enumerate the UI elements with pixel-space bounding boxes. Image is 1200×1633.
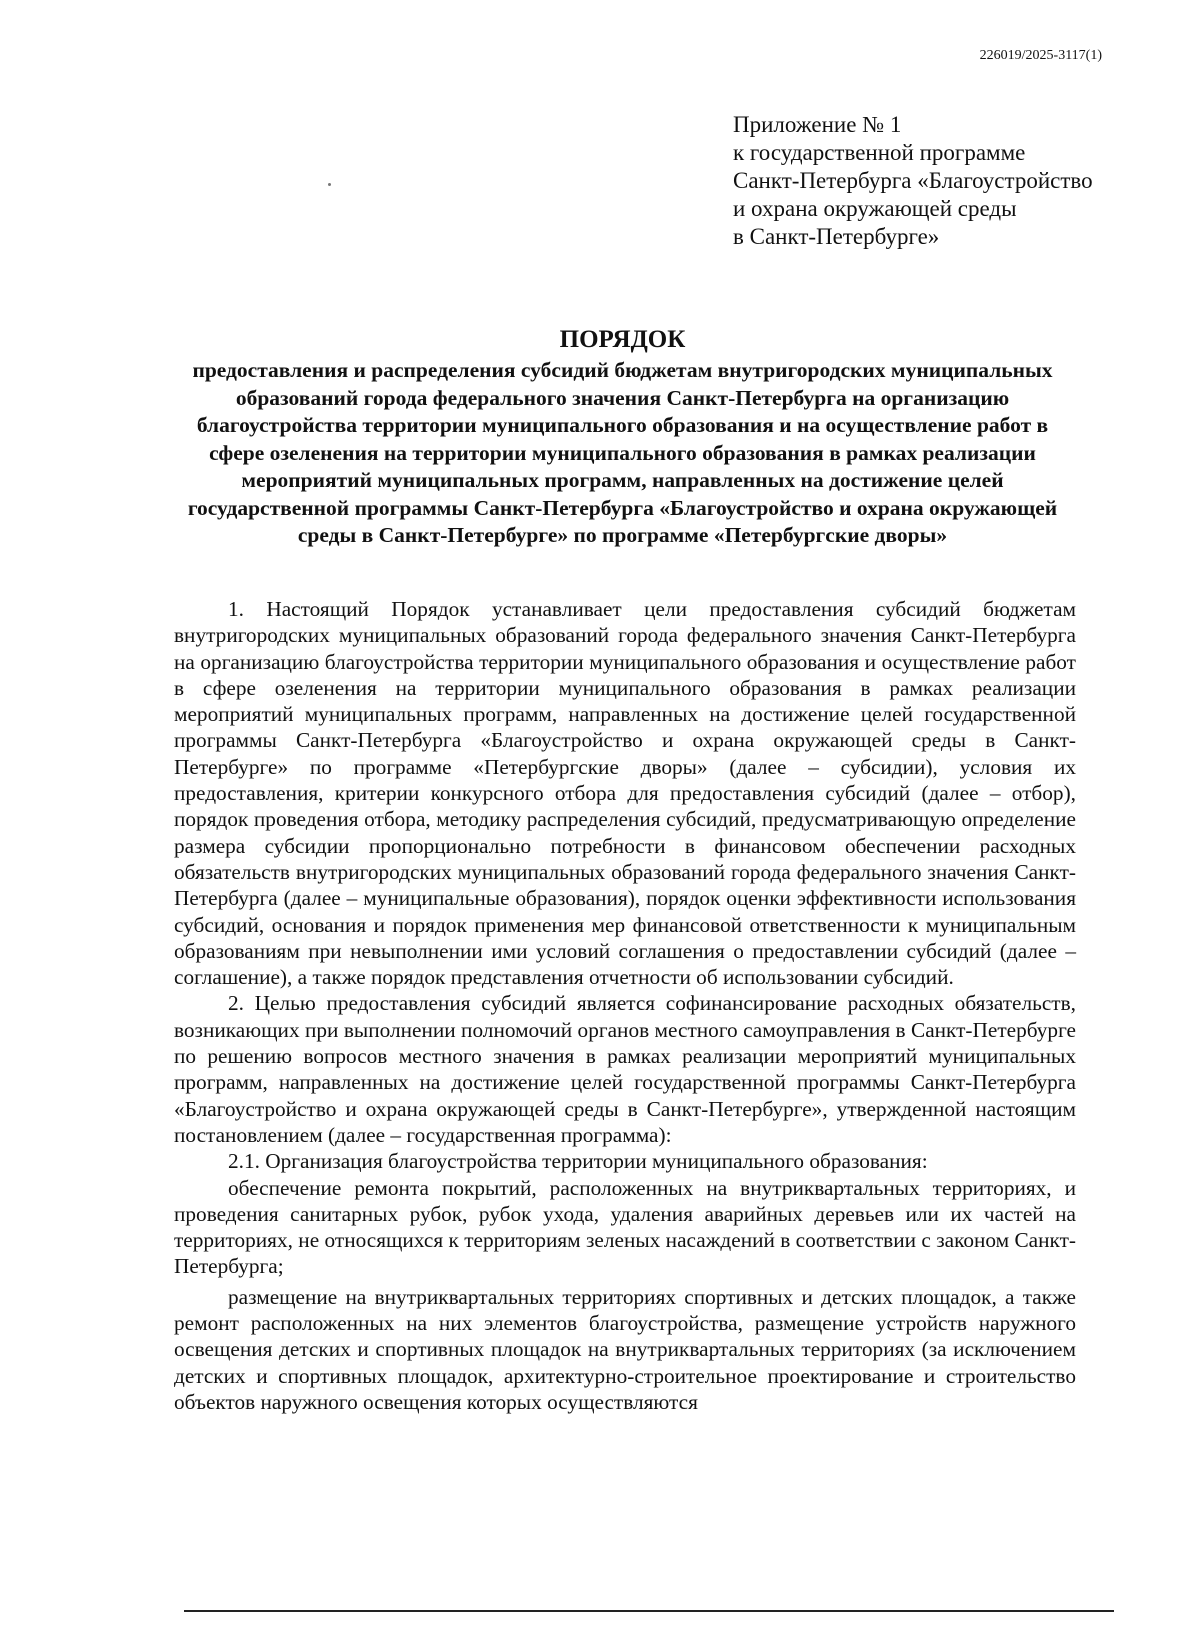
paragraph-2-1: 2.1. Организация благоустройства территории муниципального образования: — [228, 1149, 928, 1174]
appendix-line: Санкт-Петербурга «Благоустройство — [733, 168, 1093, 193]
appendix-note — [733, 111, 1093, 251]
paragraph-repair: обеспечение ремонта покрытий, расположенных на внутриквартальных территориях, и проведения санитарных рубок, рубок ухода, удаления аварийных деревьев или их частей на территориях, не относящихся к территориям зеленых насаждений в соответствии с законом Санкт-Петербурга; — [174, 1175, 1076, 1279]
scan-edge-line — [184, 1610, 1114, 1612]
appendix-line: в Санкт-Петербурге» — [733, 224, 940, 249]
document-subtitle: предоставления и распределения субсидий бюджетам внутригородских муниципальных образований города федерального значения Санкт-Петербурга на организацию благоустройства территории муниципального образования и на осуществление работ в сфере озеленения на территории муниципального образования в рамках реализации мероприятий муниципальных программ, направленных на достижение целей государственной программы Санкт-Петербурга «Благоустройство и охрана окружающей среды в Санкт-Петербурге» по программе «Петербургские дворы» — [187, 358, 1058, 547]
paragraph-2: 2. Целью предоставления субсидий является софинансирование расходных обязательств, возникающих при выполнении полномочий органов местного самоуправления в Санкт-Петербурге по решению вопросов местного значения в рамках реализации мероприятий муниципальных программ, направленных на достижение целей государственной программы Санкт-Петербурга «Благоустройство и охрана окружающей среды в Санкт-Петербурге», утвержденной настоящим постановлением (далее – государственная программа): — [174, 991, 1076, 1147]
document-heading — [170, 325, 1075, 550]
document-title: ПОРЯДОК — [559, 326, 686, 353]
paragraph-1: 1. Настоящий Порядок устанавливает цели предоставления субсидий бюджетам внутригородских муниципальных образований города федерального значения Санкт-Петербурга на организацию благоустройства территории муниципального образования и осуществление работ в сфере озеленения на территории муниципального образования в рамках реализации мероприятий муниципальных программ, направленных на достижение целей государственной программы Санкт-Петербурга «Благоустройство и охрана окружающей среды в Санкт-Петербурге» по программе «Петербургские дворы» (далее – субсидии), условия их предоставления, критерии конкурсного отбора для предоставления субсидий (далее – отбор), порядок проведения отбора, методику распределения субсидий, предусматривающую определение размера субсидии пропорционально потребности в финансовом обеспечении расходных обязательств внутригородских муниципальных образований города федерального значения Санкт-Петербурга (далее – муниципальные образования), порядок оценки эффективности использования субсидий, основания и порядок применения мер финансовой ответственности к муниципальным образованиям при невыполнении ими условий соглашения о предоставлении субсидий (далее – соглашение), а также порядок представления отчетности об использовании субсидий. — [174, 597, 1076, 990]
scan-speck — [328, 183, 331, 186]
document-number: 226019/2025-3117(1) — [979, 48, 1102, 63]
paragraph-playgrounds: размещение на внутриквартальных территориях спортивных и детских площадок, а также ремонт расположенных на них элементов благоустройства, размещение устройств наружного освещения детских и спортивных площадок на внутриквартальных территориях (за исключением детских и спортивных площадок, архитектурно-строительное проектирование и строительство объектов наружного освещения которых осуществляются — [174, 1284, 1076, 1414]
appendix-line: к государственной программе — [733, 140, 1026, 165]
appendix-line: Приложение № 1 — [733, 112, 902, 137]
document-body — [174, 596, 1076, 1415]
appendix-line: и охрана окружающей среды — [733, 196, 1017, 221]
